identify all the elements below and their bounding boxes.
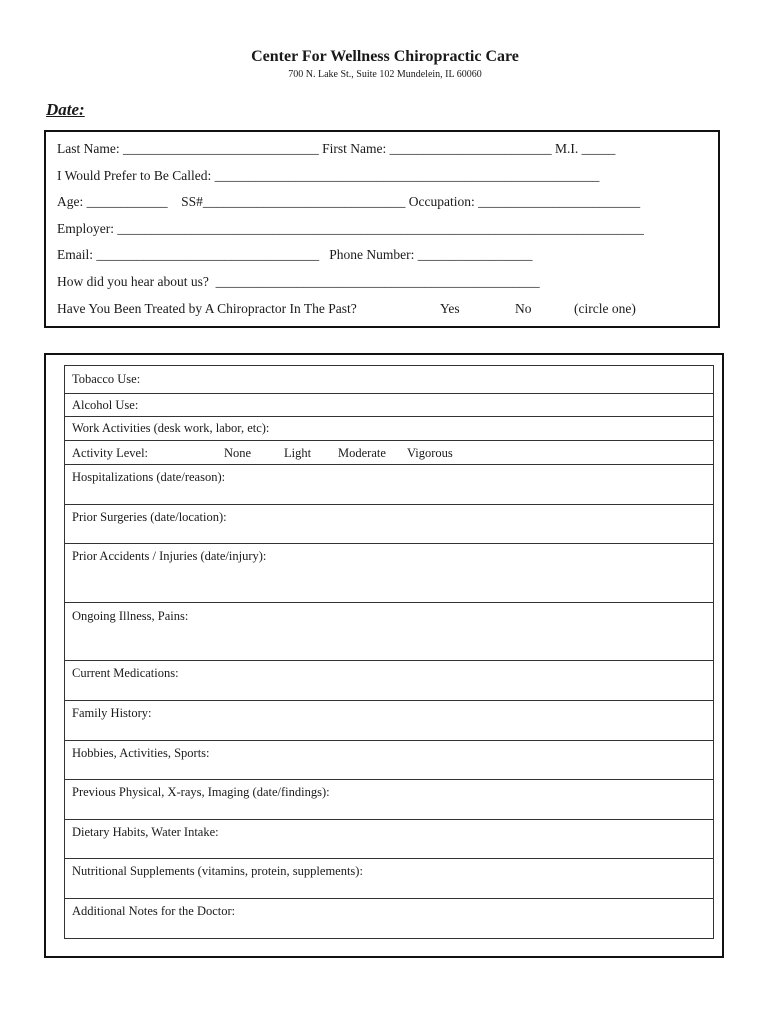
health-history-section <box>44 353 724 958</box>
preferred-name-line[interactable]: I Would Prefer to Be Called: _________________________________________________________ <box>57 168 600 183</box>
work-activities-row[interactable]: Work Activities (desk work, labor, etc): <box>65 417 713 441</box>
name-line[interactable]: Last Name: _____________________________ First Name: ________________________ M.I. _____ <box>57 141 616 156</box>
supplements-row[interactable]: Nutritional Supplements (vitamins, protein, supplements): <box>65 859 713 899</box>
hospitalizations-row[interactable]: Hospitalizations (date/reason): <box>65 465 713 505</box>
activity-none-option[interactable]: None <box>224 446 252 460</box>
illness-row[interactable]: Ongoing Illness, Pains: <box>65 603 713 661</box>
hobbies-row[interactable]: Hobbies, Activities, Sports: <box>65 741 713 780</box>
email-phone-line[interactable]: Email: _________________________________ Phone Number: _________________ <box>57 247 533 262</box>
additional-notes-row[interactable]: Additional Notes for the Doctor: <box>72 904 236 918</box>
clinic-address: 700 N. Lake St., Suite 102 Mundelein, IL 60060 <box>288 69 482 80</box>
activity-light-option[interactable]: Light <box>284 446 312 460</box>
referral-line[interactable]: How did you hear about us? ________________________________________________ <box>57 274 540 289</box>
tobacco-row[interactable]: Tobacco Use: <box>65 366 713 394</box>
treated-before-question: Have You Been Treated by A Chiropractor In The Past? <box>57 301 357 316</box>
activity-moderate-option[interactable]: Moderate <box>338 446 386 460</box>
dietary-row[interactable]: Dietary Habits, Water Intake: <box>65 820 713 859</box>
surgeries-row[interactable]: Prior Surgeries (date/location): <box>65 505 713 544</box>
date-label: Date: <box>46 100 85 119</box>
physical-imaging-row[interactable]: Previous Physical, X-rays, Imaging (date/findings): <box>65 780 713 820</box>
yes-option[interactable]: Yes <box>440 301 460 316</box>
alcohol-row[interactable]: Alcohol Use: <box>65 394 713 417</box>
form-title: Center For Wellness Chiropractic Care <box>251 48 519 65</box>
health-history-table <box>64 365 714 939</box>
employer-line[interactable]: Employer: ______________________________________________________________________________ <box>57 221 644 236</box>
accidents-row[interactable]: Prior Accidents / Injuries (date/injury): <box>65 544 713 603</box>
activity-level-row: Activity Level: None Light Moderate Vigorous <box>65 441 713 465</box>
no-option[interactable]: No <box>515 301 532 316</box>
family-history-row[interactable]: Family History: <box>65 701 713 741</box>
activity-vigorous-option[interactable]: Vigorous <box>407 446 453 460</box>
medications-row[interactable]: Current Medications: <box>65 661 713 701</box>
age-ss-occupation-line[interactable]: Age: ____________ SS#______________________________ Occupation: ________________________ <box>57 194 641 209</box>
personal-info-section <box>44 130 720 328</box>
circle-one-note: (circle one) <box>574 301 636 316</box>
